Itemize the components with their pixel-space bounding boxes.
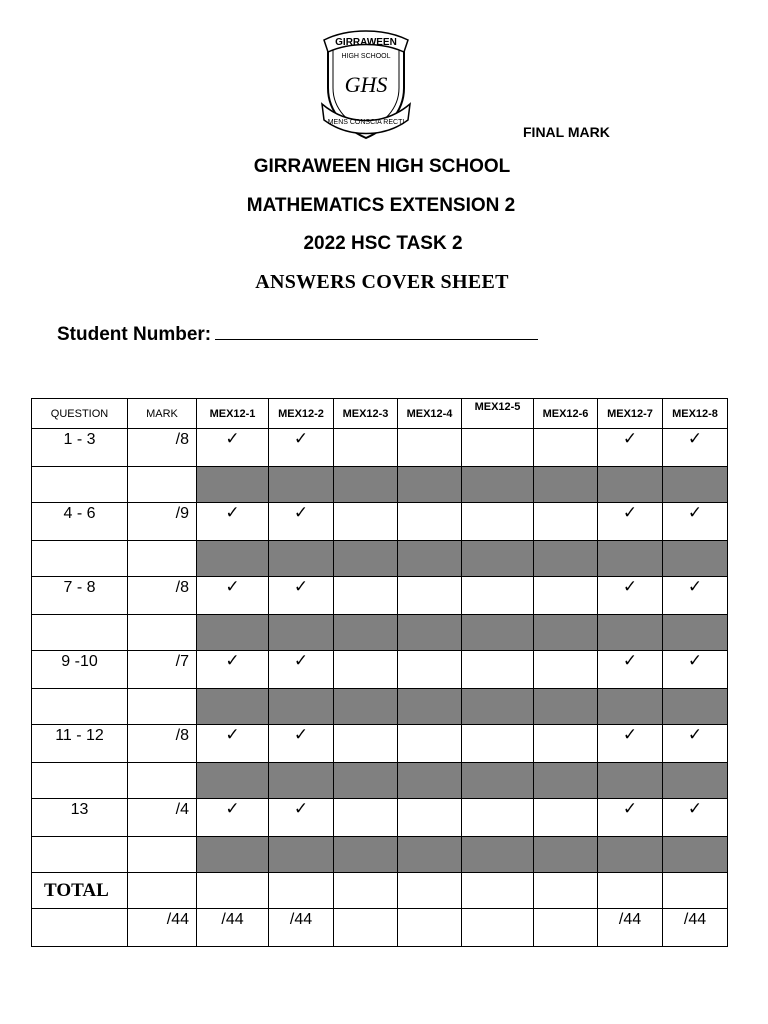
empty-cell <box>398 577 462 615</box>
column-header: MEX12-4 <box>398 399 462 429</box>
total-value: /44 <box>663 909 728 947</box>
tick-cell <box>663 651 728 689</box>
shaded-cell <box>534 615 598 651</box>
question-label: 1 - 3 <box>32 429 128 467</box>
shaded-cell <box>197 467 269 503</box>
empty-cell <box>534 429 598 467</box>
checkmark-icon: ✓ <box>225 429 240 448</box>
total-value <box>334 909 398 947</box>
shaded-cell <box>269 763 334 799</box>
total-entry-cell[interactable] <box>128 873 197 909</box>
total-values-row <box>32 909 728 947</box>
checkmark-icon: ✓ <box>687 799 703 818</box>
question-row <box>32 799 728 837</box>
checkmark-icon: ✓ <box>687 577 703 596</box>
tick-cell <box>663 799 728 837</box>
svg-text:HIGH SCHOOL: HIGH SCHOOL <box>341 53 391 60</box>
score-question-blank[interactable] <box>32 837 128 873</box>
total-entry-cell[interactable] <box>598 873 663 909</box>
score-entry-row <box>32 689 728 725</box>
shaded-cell <box>334 837 398 873</box>
empty-cell <box>462 725 534 763</box>
shaded-cell <box>663 541 728 577</box>
total-value: /44 <box>197 909 269 947</box>
checkmark-icon: ✓ <box>293 799 309 818</box>
column-header: MARK <box>128 399 197 429</box>
empty-cell <box>534 503 598 541</box>
checkmark-icon: ✓ <box>622 503 638 522</box>
shaded-cell <box>598 763 663 799</box>
score-question-blank[interactable] <box>32 689 128 725</box>
final-mark-label: FINAL MARK <box>523 124 610 140</box>
shaded-cell <box>663 763 728 799</box>
tick-cell <box>598 799 663 837</box>
checkmark-icon: ✓ <box>293 577 309 596</box>
question-row <box>32 429 728 467</box>
score-entry-row <box>32 615 728 651</box>
subject-title: MATHEMATICS EXTENSION 2 <box>246 195 516 216</box>
tick-cell <box>197 503 269 541</box>
empty-cell <box>462 577 534 615</box>
question-mark: /7 <box>128 651 197 689</box>
checkmark-icon: ✓ <box>687 503 703 522</box>
student-number-row <box>57 324 538 346</box>
student-number-label: Student Number: <box>57 324 212 345</box>
table-header-row <box>32 399 728 429</box>
checkmark-icon: ✓ <box>687 725 703 744</box>
shaded-cell <box>462 541 534 577</box>
empty-cell <box>398 799 462 837</box>
checkmark-icon: ✓ <box>622 725 638 744</box>
empty-cell <box>462 651 534 689</box>
tick-cell <box>598 651 663 689</box>
shaded-cell <box>598 615 663 651</box>
shaded-cell <box>663 837 728 873</box>
column-header: QUESTION <box>32 399 128 429</box>
empty-cell <box>334 577 398 615</box>
shaded-cell <box>663 615 728 651</box>
shaded-cell <box>462 467 534 503</box>
empty-cell <box>334 503 398 541</box>
total-value: /44 <box>269 909 334 947</box>
shaded-cell <box>398 467 462 503</box>
shaded-cell <box>197 689 269 725</box>
question-row <box>32 503 728 541</box>
tick-cell <box>197 577 269 615</box>
total-row <box>32 873 728 909</box>
total-value <box>398 909 462 947</box>
question-row <box>32 651 728 689</box>
total-entry-cell[interactable] <box>398 873 462 909</box>
empty-cell <box>462 503 534 541</box>
total-value <box>462 909 534 947</box>
empty-cell <box>398 503 462 541</box>
tick-cell <box>269 429 334 467</box>
checkmark-icon: ✓ <box>293 651 309 670</box>
shaded-cell <box>269 541 334 577</box>
empty-cell <box>462 799 534 837</box>
total-entry-cell[interactable] <box>534 873 598 909</box>
shaded-cell <box>663 689 728 725</box>
shaded-cell <box>334 467 398 503</box>
tick-cell <box>598 429 663 467</box>
question-label: 9 -10 <box>32 651 128 689</box>
question-label: 4 - 6 <box>32 503 128 541</box>
tick-cell <box>663 577 728 615</box>
score-question-blank[interactable] <box>32 763 128 799</box>
checkmark-icon: ✓ <box>293 429 309 448</box>
checkmark-icon: ✓ <box>225 503 240 522</box>
svg-text:GIRRAWEEN: GIRRAWEEN <box>335 37 397 48</box>
checkmark-icon: ✓ <box>225 799 240 818</box>
shaded-cell <box>462 837 534 873</box>
tick-cell <box>663 503 728 541</box>
tick-cell <box>598 577 663 615</box>
shaded-cell <box>197 541 269 577</box>
answers-table <box>31 398 728 947</box>
tick-cell <box>663 429 728 467</box>
score-mark-blank[interactable] <box>128 763 197 799</box>
question-label: 11 - 12 <box>32 725 128 763</box>
empty-cell <box>534 799 598 837</box>
shaded-cell <box>334 763 398 799</box>
shaded-cell <box>269 837 334 873</box>
shaded-cell <box>334 541 398 577</box>
tick-cell <box>269 503 334 541</box>
shaded-cell <box>598 541 663 577</box>
shaded-cell <box>462 763 534 799</box>
shaded-cell <box>334 689 398 725</box>
total-entry-cell[interactable] <box>462 873 534 909</box>
score-mark-blank[interactable] <box>128 837 197 873</box>
empty-cell <box>534 651 598 689</box>
total-mark: /44 <box>128 909 197 947</box>
empty-cell <box>534 577 598 615</box>
column-header: MEX12-5 <box>462 399 534 429</box>
sheet-title: ANSWERS COVER SHEET <box>255 271 509 293</box>
score-question-blank[interactable] <box>32 615 128 651</box>
checkmark-icon: ✓ <box>225 725 240 744</box>
shaded-cell <box>462 689 534 725</box>
shaded-cell <box>534 541 598 577</box>
question-mark: /8 <box>128 577 197 615</box>
score-entry-row <box>32 467 728 503</box>
empty-cell <box>398 651 462 689</box>
shaded-cell <box>398 689 462 725</box>
question-mark: /8 <box>128 725 197 763</box>
shaded-cell <box>269 615 334 651</box>
column-header: MEX12-8 <box>663 399 728 429</box>
shaded-cell <box>197 763 269 799</box>
empty-cell <box>462 429 534 467</box>
total-entry-cell[interactable] <box>197 873 269 909</box>
total-value: /44 <box>598 909 663 947</box>
checkmark-icon: ✓ <box>687 651 703 670</box>
score-entry-row <box>32 837 728 873</box>
question-mark: /4 <box>128 799 197 837</box>
column-header: MEX12-3 <box>334 399 398 429</box>
student-number-blank[interactable] <box>215 325 538 340</box>
total-entry-cell[interactable] <box>663 873 728 909</box>
tick-cell <box>197 429 269 467</box>
svg-text:GHS: GHS <box>344 72 388 97</box>
total-value <box>534 909 598 947</box>
tick-cell <box>663 725 728 763</box>
tick-cell <box>598 725 663 763</box>
shaded-cell <box>398 763 462 799</box>
school-name: GIRRAWEEN HIGH SCHOOL <box>253 156 511 177</box>
shaded-cell <box>534 689 598 725</box>
score-mark-blank[interactable] <box>128 467 197 503</box>
empty-cell <box>534 725 598 763</box>
empty-cell <box>334 799 398 837</box>
tick-cell <box>269 577 334 615</box>
shaded-cell <box>269 467 334 503</box>
column-header: MEX12-2 <box>269 399 334 429</box>
score-entry-row <box>32 541 728 577</box>
task-title: 2022 HSC TASK 2 <box>303 233 463 254</box>
question-row <box>32 577 728 615</box>
score-mark-blank[interactable] <box>128 689 197 725</box>
empty-cell <box>334 725 398 763</box>
shaded-cell <box>534 837 598 873</box>
column-header: MEX12-7 <box>598 399 663 429</box>
empty-cell <box>334 651 398 689</box>
total-blank-cell <box>32 909 128 947</box>
shaded-cell <box>398 615 462 651</box>
shaded-cell <box>398 541 462 577</box>
shaded-cell <box>534 467 598 503</box>
checkmark-icon: ✓ <box>622 429 638 448</box>
shaded-cell <box>398 837 462 873</box>
question-mark: /8 <box>128 429 197 467</box>
shaded-cell <box>598 689 663 725</box>
checkmark-icon: ✓ <box>622 651 638 670</box>
checkmark-icon: ✓ <box>293 503 309 522</box>
shaded-cell <box>269 689 334 725</box>
shaded-cell <box>663 467 728 503</box>
tick-cell <box>269 651 334 689</box>
total-entry-cell[interactable] <box>334 873 398 909</box>
tick-cell <box>197 799 269 837</box>
checkmark-icon: ✓ <box>622 577 638 596</box>
score-entry-row <box>32 763 728 799</box>
score-question-blank[interactable] <box>32 467 128 503</box>
shaded-cell <box>598 467 663 503</box>
empty-cell <box>398 725 462 763</box>
tick-cell <box>197 651 269 689</box>
checkmark-icon: ✓ <box>225 651 240 670</box>
question-row <box>32 725 728 763</box>
tick-cell <box>269 725 334 763</box>
question-label: 7 - 8 <box>32 577 128 615</box>
checkmark-icon: ✓ <box>225 577 240 596</box>
shaded-cell <box>197 837 269 873</box>
score-question-blank[interactable] <box>32 541 128 577</box>
total-entry-cell[interactable] <box>269 873 334 909</box>
total-label: TOTAL <box>32 873 128 909</box>
empty-cell <box>334 429 398 467</box>
tick-cell <box>598 503 663 541</box>
checkmark-icon: ✓ <box>687 429 703 448</box>
shaded-cell <box>334 615 398 651</box>
question-label: 13 <box>32 799 128 837</box>
school-crest-logo <box>318 30 414 142</box>
tick-cell <box>197 725 269 763</box>
score-mark-blank[interactable] <box>128 615 197 651</box>
column-header: MEX12-1 <box>197 399 269 429</box>
shaded-cell <box>462 615 534 651</box>
question-mark: /9 <box>128 503 197 541</box>
shaded-cell <box>534 763 598 799</box>
column-header: MEX12-6 <box>534 399 598 429</box>
score-mark-blank[interactable] <box>128 541 197 577</box>
svg-text:MENS CONSCIA RECTI: MENS CONSCIA RECTI <box>327 119 405 126</box>
shaded-cell <box>197 615 269 651</box>
checkmark-icon: ✓ <box>622 799 638 818</box>
tick-cell <box>269 799 334 837</box>
shaded-cell <box>598 837 663 873</box>
empty-cell <box>398 429 462 467</box>
checkmark-icon: ✓ <box>293 725 309 744</box>
